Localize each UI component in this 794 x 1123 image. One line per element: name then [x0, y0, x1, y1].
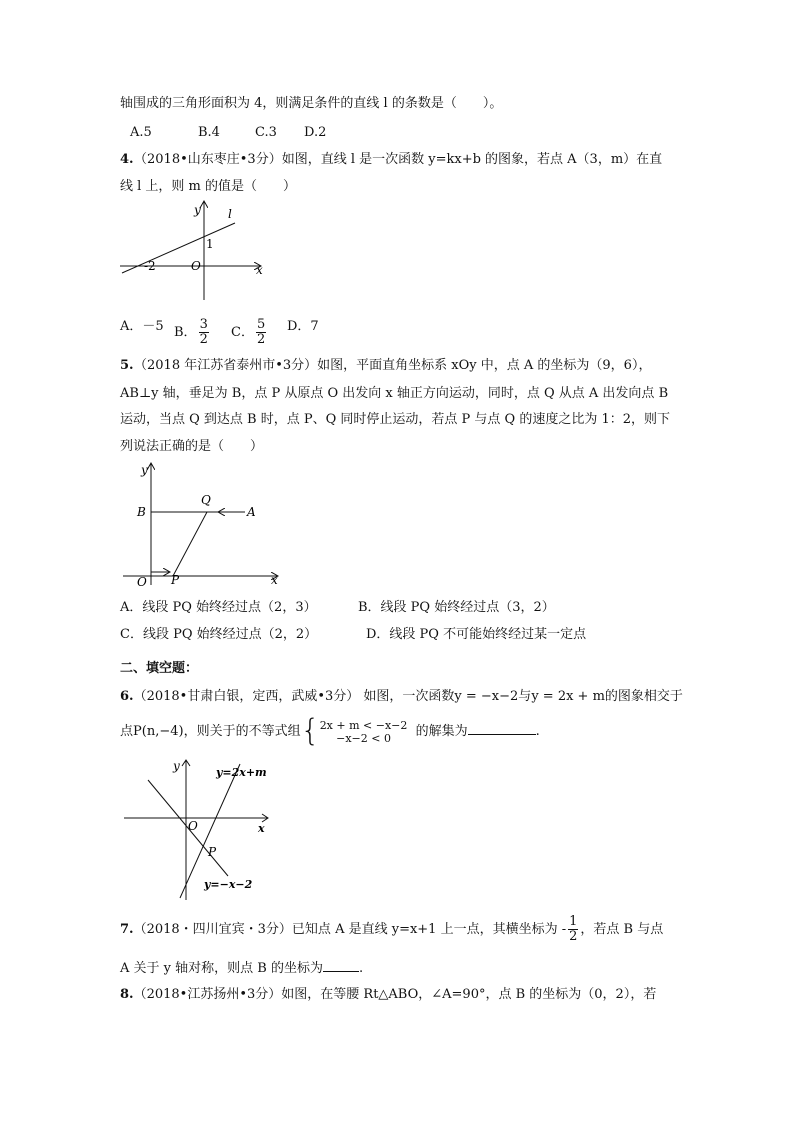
y-label: y [173, 759, 180, 773]
origin-label: O [188, 819, 198, 833]
q4-option-c-fraction [256, 318, 266, 347]
q8-number: 8. [120, 987, 134, 1002]
denominator: 2 [199, 332, 208, 347]
l-label: l [228, 207, 232, 221]
inequality-2: −x−2 < 0 [336, 731, 391, 745]
q6-function-2: y = 2x + m [531, 689, 605, 704]
q6-text-part: 的解集为 [415, 724, 468, 739]
inequality-brace: { [300, 713, 320, 749]
q4-text-line2: 线 l 上，则 m 的值是（ ） [120, 179, 297, 194]
q6-number: 6. [120, 689, 134, 704]
label-y-neg-x-minus-2: y=−x−2 [204, 878, 253, 891]
y-label: y [194, 203, 201, 217]
origin-label: O [137, 575, 147, 589]
q4-option-b-label: B． [174, 325, 197, 340]
point-b-label: B [137, 505, 146, 519]
denominator: 2 [569, 929, 578, 944]
label-y-2x-plus-m: y=2x+m [216, 766, 267, 779]
inequality-1: 2x + m < −x−2 [319, 718, 408, 732]
q4-option-b [174, 318, 211, 347]
point-p-label: P [208, 845, 217, 859]
q7-text-part: . [358, 961, 364, 976]
q5-number: 5. [120, 358, 134, 373]
q4-figure [110, 198, 280, 308]
q8-text-line1 [120, 986, 656, 1004]
answer-blank [323, 959, 359, 972]
q4-option-c-label: C． [231, 325, 254, 340]
point-a-label: A [247, 505, 256, 519]
point-q-label: Q [201, 493, 211, 507]
q7-number: 7. [120, 922, 134, 937]
q5-figure [115, 458, 295, 593]
q6-text-line2 [120, 713, 540, 749]
denominator: 2 [256, 332, 266, 347]
q4-text-line1: （2018•山东枣庄•3分）如图，直线 l 是一次函数 y=kx+b 的图象，若点 A（3，m）在直 [134, 152, 663, 167]
q6-figure [118, 752, 283, 904]
q3-option-a: A.5 [130, 125, 152, 140]
numerator: 1 [569, 914, 578, 929]
q5-option-c: C．线段 PQ 始终经过点（2，2） [120, 627, 318, 642]
section-heading: 二、填空题： [120, 661, 199, 676]
q4-option-d: D．7 [287, 319, 319, 334]
q3-option-c: C.3 [255, 125, 277, 140]
answer-blank [468, 722, 536, 735]
q5-text-line1: （2018 年江苏省泰州市•3分）如图，平面直角坐标系 xOy 中，点 A 的坐标为（9，6）， [134, 358, 652, 373]
q4-option-b-fraction [199, 318, 209, 347]
numerator: 5 [256, 317, 266, 332]
segment-pq [173, 512, 207, 576]
q6-text-line1 [120, 688, 683, 706]
x-label: x [256, 263, 263, 277]
q5-text-line2: AB⊥y 轴，垂足为 B，点 P 从原点 O 出发向 x 轴正方向运动，同时，点 Q 从点 A 出发向点 B [120, 386, 669, 401]
q5-text-line3: 运动，当点 Q 到达点 B 时，点 P、Q 同时停止运动，若点 P 与点 Q 的速度之比为 1：2，则下 [120, 412, 671, 427]
x-intercept-label: -2 [144, 259, 156, 273]
origin-label: O [191, 259, 201, 273]
q6-text-part: 的图象相交于 [604, 689, 683, 704]
q3-text: 轴围成的三角形面积为 4，则满足条件的直线 l 的条数是（ ）。 [120, 96, 503, 111]
intercept-label: 1 [206, 237, 214, 251]
q6-point-p: P(n,−4) [133, 724, 184, 739]
q6-text-part: 点 [120, 724, 134, 739]
point-p-label: P [171, 573, 180, 587]
q6-text-part: . [535, 724, 540, 739]
y-label: y [141, 463, 148, 477]
q3-option-d: D.2 [304, 125, 327, 140]
inequality-system [320, 719, 408, 745]
q7-text-part: A 关于 y 轴对称，则点 B 的坐标为 [120, 961, 323, 976]
q7-text-line2 [120, 959, 363, 978]
q5-option-b: B．线段 PQ 始终经过点（3，2） [358, 600, 555, 615]
q6-text-part: 与 [518, 689, 532, 704]
q5-text-line4: 列说法正确的是（ ） [120, 439, 264, 454]
q6-text-part: ，则关于的不等式组 [183, 724, 301, 739]
x-label: x [271, 573, 278, 587]
q7-text-part: （2018・四川宜宾・3分）已知点 A 是直线 y=x+1 上一点，其横坐标为 - [133, 922, 567, 937]
q4-number: 4. [120, 152, 134, 167]
q6-function-1: y = −x−2 [454, 689, 519, 704]
q7-text-part: ，若点 B 与点 [580, 922, 664, 937]
q7-text-line1 [120, 914, 663, 946]
q7-fraction [568, 915, 578, 944]
q5-option-a: A．线段 PQ 始终经过点（2，3） [120, 600, 317, 615]
q4-option-a: A．－5 [120, 319, 164, 334]
q4-option-c [231, 318, 268, 347]
q5-option-d: D．线段 PQ 不可能始终经过某一定点 [366, 627, 587, 642]
q8-text-part: （2018•江苏扬州•3分）如图，在等腰 Rt△ABO，∠A=90°，点 B 的坐标为（0，2），若 [133, 987, 657, 1002]
q6-text-part: （2018•甘肃白银，定西，武威•3分） 如图，一次函数 [133, 689, 455, 704]
q3-option-b: B.4 [198, 125, 220, 140]
x-label: x [258, 822, 265, 835]
numerator: 3 [199, 317, 208, 332]
